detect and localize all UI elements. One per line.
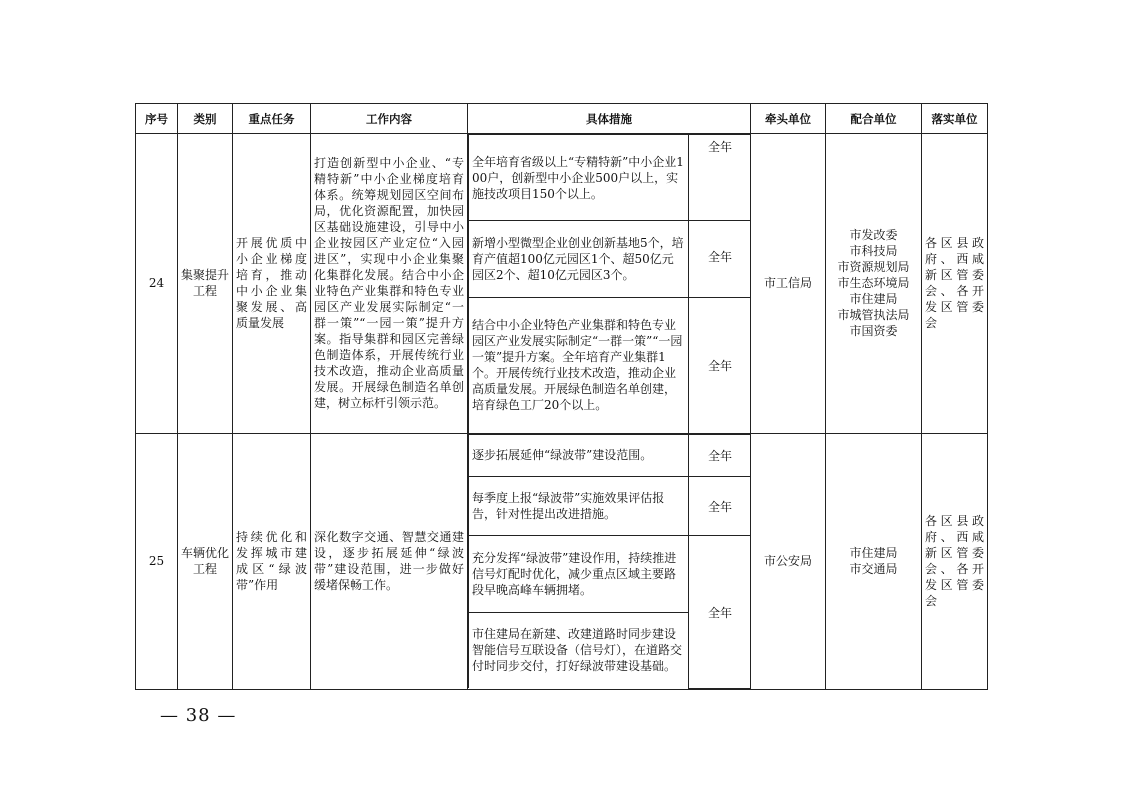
row-measures bbox=[468, 134, 751, 434]
cooperate-unit: 市生态环境局 bbox=[837, 276, 910, 291]
header-lead: 牵头单位 bbox=[751, 104, 826, 134]
header-measures: 具体措施 bbox=[468, 104, 751, 134]
cooperate-unit: 市资源规划局 bbox=[837, 260, 910, 275]
header-cooperate: 配合单位 bbox=[826, 104, 922, 134]
measure-text: 市住建局在新建、改建道路时同步建设智能信号互联设备（信号灯），在道路交付时同步交付，打好绿波带建设基础。 bbox=[469, 612, 689, 688]
cooperate-unit: 市发改委 bbox=[849, 228, 898, 243]
table-row bbox=[136, 134, 988, 434]
measure-text: 每季度上报“绿波带”实施效果评估报告，针对性提出改进措施。 bbox=[469, 476, 689, 535]
row-number: 25 bbox=[136, 433, 178, 689]
row-task: 开展优质中小企业梯度培育，推动中小企业集聚发展、高质量发展 bbox=[233, 134, 311, 434]
cooperate-unit: 市住建局 bbox=[849, 292, 898, 307]
cooperate-unit: 市住建局 bbox=[849, 546, 898, 560]
measure-text: 逐步拓展延伸“绿波带”建设范围。 bbox=[469, 434, 689, 476]
measure-text: 全年培育省级以上“专精特新”中小企业100户，创新型中小企业500户以上，实施技改项目150个以上。 bbox=[469, 135, 689, 221]
row-category: 集聚提升工程 bbox=[178, 134, 233, 434]
header-no: 序号 bbox=[136, 104, 178, 134]
row-implement: 各区县政府、西咸新区管委会、各开发区管委会 bbox=[922, 433, 988, 689]
header-row bbox=[136, 104, 988, 134]
row-measures bbox=[468, 433, 751, 689]
measure-deadline: 全年 bbox=[689, 476, 751, 535]
header-content: 工作内容 bbox=[311, 104, 468, 134]
header-task: 重点任务 bbox=[233, 104, 311, 134]
cooperate-unit: 市城管执法局 bbox=[837, 308, 910, 323]
header-implement: 落实单位 bbox=[922, 104, 988, 134]
table-row bbox=[136, 433, 988, 689]
row-category: 车辆优化工程 bbox=[178, 433, 233, 689]
row-lead: 市工信局 bbox=[751, 134, 826, 434]
cooperate-unit: 市科技局 bbox=[849, 244, 898, 259]
measure-text: 新增小型微型企业创业创新基地5个，培育产值超100亿元园区1个、超50亿元园区2个、超10亿元园区3个。 bbox=[469, 221, 689, 298]
measure-text: 充分发挥“绿波带”建设作用，持续推进信号灯配时优化，减少重点区域主要路段早晚高峰车辆拥堵。 bbox=[469, 535, 689, 612]
row-cooperate bbox=[826, 134, 922, 434]
task-table bbox=[135, 103, 988, 690]
measure-deadline: 全年 bbox=[689, 135, 751, 221]
header-category: 类别 bbox=[178, 104, 233, 134]
row-cooperate bbox=[826, 433, 922, 689]
row-implement: 各区县政府、西咸新区管委会、各开发区管委会 bbox=[922, 134, 988, 434]
cooperate-unit: 市国资委 bbox=[849, 324, 898, 339]
measure-deadline: 全年 bbox=[689, 434, 751, 476]
row-lead: 市公安局 bbox=[751, 433, 826, 689]
row-content: 深化数字交通、智慧交通建设，逐步拓展延伸“绿波带”建设范围，进一步做好缓堵保畅工作。 bbox=[311, 433, 468, 689]
page-number: — 38 — bbox=[160, 705, 237, 726]
measure-deadline: 全年 bbox=[689, 298, 751, 433]
measure-deadline: 全年 bbox=[689, 221, 751, 298]
measure-deadline: 全年 bbox=[689, 535, 751, 688]
row-task: 持续优化和发挥城市建成区“绿波带”作用 bbox=[233, 433, 311, 689]
row-number: 24 bbox=[136, 134, 178, 434]
row-content: 打造创新型中小企业、“专精特新”中小企业梯度培育体系。统筹规划园区空间布局，优化资源配置，加快园区基础设施建设，引导中小企业按园区产业定位“入园进区”，实现中小企业集聚化集群化发展。结合中小企业特色产业集群和特色专业园区产业发展实际制定“一群一策”“一园一策”提升方案。指导集群和园区完善绿色制造体系，开展传统行业技术改造，推动企业高质量发展。开展绿色制造名单创建，树立标杆引领示范。 bbox=[311, 134, 468, 434]
cooperate-unit: 市交通局 bbox=[849, 562, 898, 576]
measure-text: 结合中小企业特色产业集群和特色专业园区产业发展实际制定“一群一策”“一园一策”提升方案。全年培育产业集群1个。开展传统行业技术改造，推动企业高质量发展。开展绿色制造名单创建，培育绿色工厂20个以上。 bbox=[469, 298, 689, 433]
